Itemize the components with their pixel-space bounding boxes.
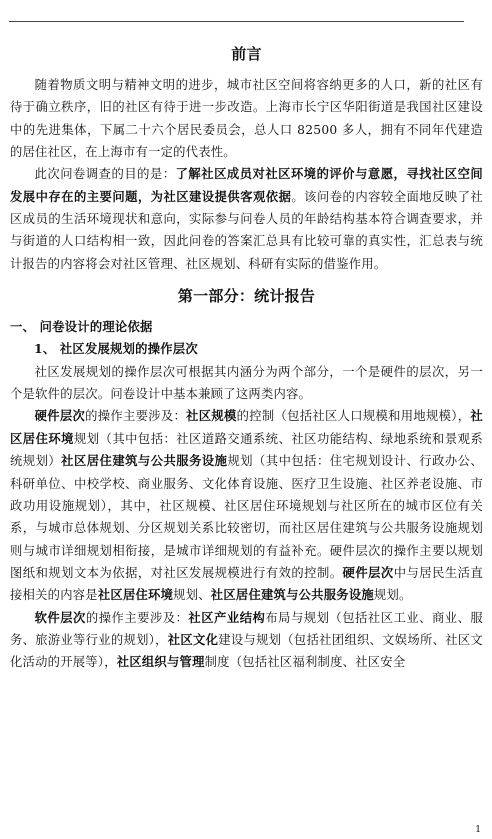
hw-text-8: 规划（其中包括：住宅规划设计、行政办公、科研单位、中校学校、商业服务、文化体育设施、医疗卫生设施、社区养老设施、市政功用设施规划），其中，社区规模、社区居住环境规划与社区所在的城市区位有关系，与城市总体规划、分区规划关系比较密切，而社区居住建筑与公共服务设施规划则与城市详细规划相衔接，是城市详细规划的有益补充。硬件层次的操作主要以规划图纸和规划文本为依据，对社区发展规模进行有效的控制。: [10, 454, 483, 580]
hw-text-6: 规划（其中包括：社区道路交通系统、社区功能结构、绿地系统和景观系统规划）: [10, 431, 483, 469]
sw-text-2: 的操作主要涉及：: [85, 610, 189, 625]
hardware-level-paragraph: [10, 405, 483, 606]
hw-term-5: 社区居住环境: [10, 408, 483, 446]
section-heading-1: 一、 问卷设计的理论依据: [10, 319, 153, 335]
sw-term-1: 软件层次: [34, 609, 86, 625]
hw-text-10: 中与居民生活直接相关的内容是: [10, 565, 483, 603]
hw-text-2: 的操作主要涉及：: [85, 409, 187, 424]
hw-text-12: 规划、: [173, 588, 211, 603]
hw-term-13: 社区居住建筑与公共服务设施: [210, 587, 374, 603]
sw-text-8: 制度（包括社区福利制度、社区安全: [204, 655, 406, 670]
header-rule: [9, 21, 464, 22]
sw-term-3: 社区产业结构: [188, 609, 266, 625]
hw-term-1: 硬件层次: [34, 408, 86, 424]
hw-term-7: 社区居住建筑与公共服务设施: [61, 453, 228, 469]
sw-term-5: 社区文化: [167, 631, 219, 647]
document-body: [10, 34, 483, 674]
intro-p2-rest: 。该问卷的内容较全面地反映了社区成员的生活环境现状和意向，实际参与问卷人员的年龄结构基本符合调查要求，并与街道的人口结构相一致，因此问卷的答案汇总具有比较可靠的真实性，汇总表与统计报告的内容将会对社区管理、社区规划、科研有实际的借鉴作用。: [10, 189, 483, 271]
hw-term-9: 硬件层次: [342, 564, 394, 580]
part1-title: 第一部分：统计报告: [177, 287, 316, 306]
subsection-heading-1: 1、 社区发展规划的操作层次: [34, 341, 198, 357]
hw-text-4: 的控制（包括社区人口规模和用地规模），: [236, 409, 471, 424]
sw-text-4: 布局与规划（包括社区工业、商业、服务、旅游业等行业的规划），: [10, 610, 483, 647]
sw-text-6: 建设与规划（包括社团组织、文娱场所、社区文化活动的开展等），: [10, 632, 483, 670]
intro-p2-emphasis: 了解社区成员对社区环境的评价与意愿，寻找社区空间发展中存在的主要问题，为社区建设提供客观依据: [10, 166, 483, 204]
hw-term-11: 社区居住环境: [97, 587, 174, 603]
preface-title: 前言: [231, 45, 262, 63]
operation-levels-paragraph: 社区发展规划的操作层次可根据其内涵分为两个部分，一个是硬件的层次，另一个是软件的层次。问卷设计中基本兼顾了这两类内容。: [10, 364, 483, 402]
hw-term-3: 社区规模: [186, 408, 237, 424]
sw-term-7: 社区组织与管理: [116, 654, 205, 670]
intro-paragraph-1: 随着物质文明与精神文明的进步，城市社区空间将容纳更多的人口，新的社区有待于确立秩序，旧的社区有待于进一步改造。上海市长宁区华阳街道是我国社区建设中的先进集体，下属二十六个居民委员会，总人口 82500 多人，拥有不同年代建造的居住社区，在上海市有一定的代表性。: [10, 78, 483, 160]
intro-paragraph-2: [10, 163, 483, 275]
software-level-paragraph: [10, 607, 483, 674]
intro-p2-lead: 此次问卷调查的目的是：: [34, 167, 176, 182]
page-number: 1: [475, 825, 481, 835]
hw-text-14: 规划。: [373, 588, 412, 603]
